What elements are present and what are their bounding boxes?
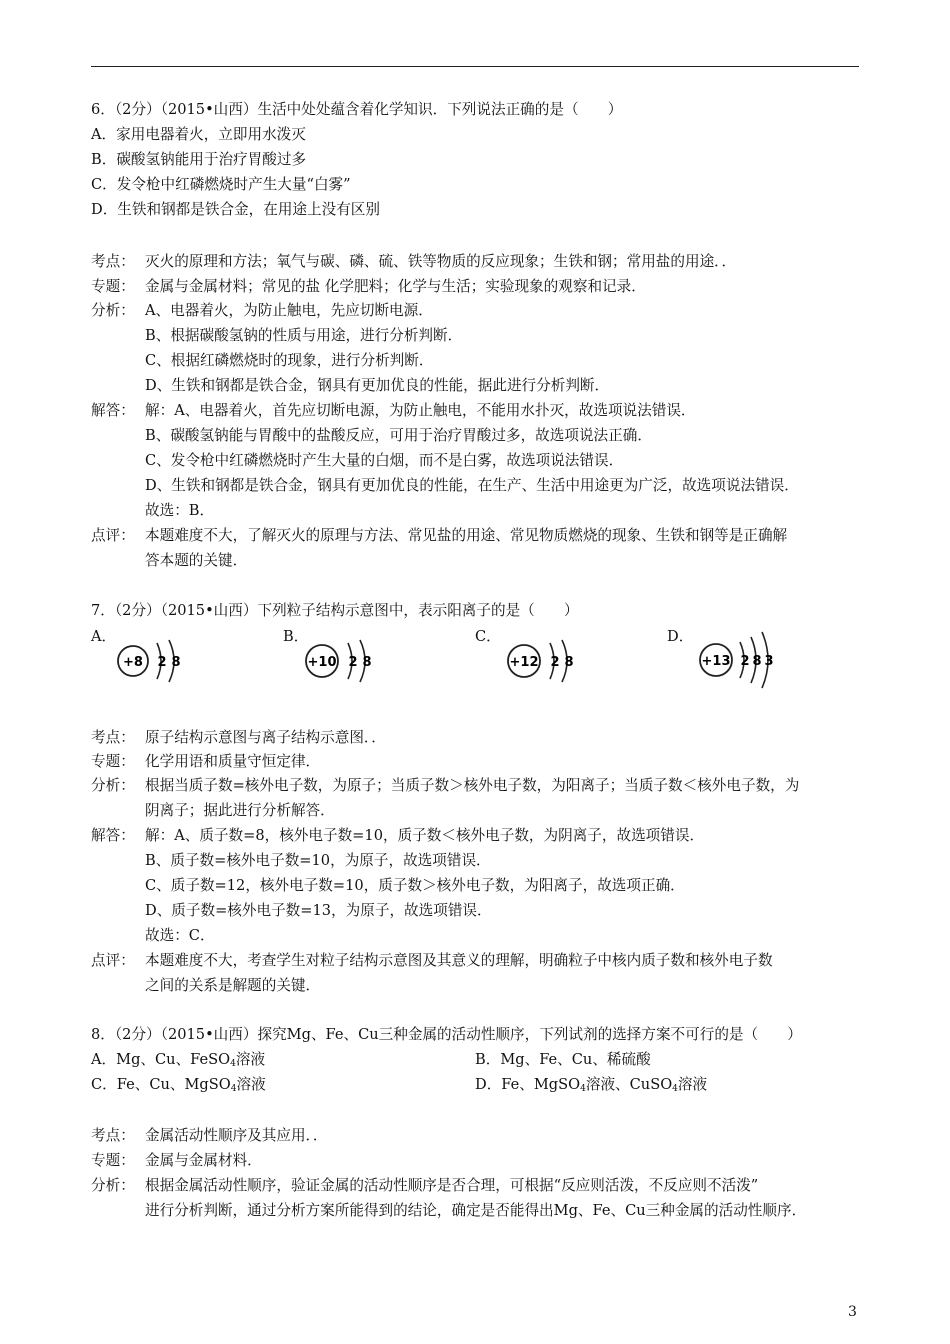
q7-dianping-label: 点评： bbox=[91, 952, 135, 969]
q7-fenxi-line: 根据当质子数=核外电子数，为原子；当质子数＞核外电子数，为阳离子；当质子数＜核外电子数，为 bbox=[145, 777, 800, 794]
q8-zhuanti: 金属与金属材料． bbox=[145, 1152, 262, 1169]
q8-option-b: B．Mg、Fe、Cu、稀硫酸 bbox=[475, 1051, 651, 1068]
q7-dianping-line: 本题难度不大，考查学生对粒子结构示意图及其意义的理解，明确粒子中核内质子数和核外电子数 bbox=[145, 952, 773, 969]
q6-jieda-label: 解答： bbox=[91, 402, 135, 419]
q7-fenxi-label: 分析： bbox=[91, 777, 135, 794]
q7-c-shell-2: 8 bbox=[564, 655, 574, 670]
q6-fenxi-label: 分析： bbox=[91, 302, 135, 319]
q7-a-shell-2: 8 bbox=[171, 655, 181, 670]
q7-option-c-diagram bbox=[502, 628, 592, 698]
q7-c-shell-1: 2 bbox=[550, 655, 560, 670]
q8-kaodian-label: 考点： bbox=[91, 1127, 135, 1144]
q7-jieda-label: 解答： bbox=[91, 827, 135, 844]
q8-fenxi-line: 根据金属活动性顺序，验证金属的活动性顺序是否合理，可根据“反应则活泼，不反应则不活泼” bbox=[145, 1177, 759, 1194]
q7-jieda-line: C、质子数=12，核外电子数=10，质子数＞核外电子数，为阳离子，故选项正确． bbox=[145, 877, 685, 894]
q6-dianping-line: 答本题的关键． bbox=[145, 552, 248, 569]
q6-kaodian-label: 考点： bbox=[91, 253, 135, 270]
q6-jieda-line: 故选：B． bbox=[145, 502, 215, 519]
q6-jieda-line: C、发令枪中红磷燃烧时产生大量的白烟，而不是白雾，故选项说法错误． bbox=[145, 452, 624, 469]
q7-zhuanti-label: 专题： bbox=[91, 753, 135, 770]
q7-jieda-line: D、质子数=核外电子数=13，为原子，故选项错误． bbox=[145, 902, 492, 919]
q7-a-shell-1: 2 bbox=[157, 655, 167, 670]
q7-b-nucleus: +10 bbox=[307, 655, 337, 670]
q6-option-c: C．发令枪中红磷燃烧时产生大量“白雾” bbox=[91, 176, 351, 193]
q7-b-shell-2: 8 bbox=[362, 655, 372, 670]
q7-option-d-label: D． bbox=[667, 628, 694, 645]
q8-kaodian: 金属活动性顺序及其应用．． bbox=[145, 1127, 328, 1144]
q7-option-a-diagram bbox=[113, 628, 203, 698]
q6-stem: 6．（2分）（2015•山西）生活中处处蕴含着化学知识．下列说法正确的是（ ） bbox=[91, 101, 623, 118]
q7-option-a-label: A． bbox=[91, 628, 117, 645]
q7-jieda-line: B、质子数=核外电子数=10，为原子，故选项错误． bbox=[145, 852, 491, 869]
header-rule bbox=[91, 66, 859, 67]
q7-d-shell-3: 3 bbox=[764, 654, 774, 669]
q7-option-b-diagram bbox=[300, 628, 390, 698]
q7-jieda-line: 解：A、质子数=8，核外电子数=10，质子数＜核外电子数，为阴离子，故选项错误． bbox=[145, 827, 705, 844]
q6-zhuanti: 金属与金属材料；常见的盐 化学肥料；化学与生活；实验现象的观察和记录． bbox=[145, 278, 646, 295]
q7-d-nucleus: +13 bbox=[701, 654, 731, 669]
q6-jieda-line: B、碳酸氢钠能与胃酸中的盐酸反应，可用于治疗胃酸过多，故选项说法正确． bbox=[145, 427, 652, 444]
q6-jieda-line: D、生铁和钢都是铁合金，钢具有更加优良的性能，在生产、生活中用途更为广泛，故选项说法错误． bbox=[145, 477, 799, 494]
q7-option-d-diagram bbox=[694, 622, 804, 702]
q6-dianping-line: 本题难度不大，了解灭火的原理与方法、常见盐的用途、常见物质燃烧的现象、生铁和钢等是正确解 bbox=[145, 527, 788, 544]
q7-kaodian: 原子结构示意图与离子结构示意图．． bbox=[145, 729, 386, 746]
q6-jieda-line: 解：A、电器着火，首先应切断电源，为防止触电，不能用水扑灭，故选项说法错误． bbox=[145, 402, 696, 419]
q7-option-c-label: C． bbox=[475, 628, 501, 645]
q8-option-a: A．Mg、Cu、FeSO$_4$溶液 bbox=[91, 1051, 266, 1069]
page-number: 3 bbox=[848, 1304, 857, 1320]
q7-c-nucleus: +12 bbox=[509, 655, 539, 670]
q6-fenxi-line: D、生铁和钢都是铁合金，钢具有更加优良的性能，据此进行分析判断． bbox=[145, 377, 610, 394]
q8-fenxi-label: 分析： bbox=[91, 1177, 135, 1194]
q8-option-d: D．Fe、MgSO$_4$溶液、CuSO$_4$溶液 bbox=[475, 1076, 708, 1094]
q7-a-nucleus: +8 bbox=[123, 655, 143, 670]
q7-b-shell-1: 2 bbox=[348, 655, 358, 670]
q7-zhuanti: 化学用语和质量守恒定律． bbox=[145, 753, 321, 770]
q8-fenxi-line: 进行分析判断，通过分析方案所能得到的结论，确定是否能得出Mg、Fe、Cu三种金属的活动性顺序． bbox=[145, 1202, 807, 1219]
q7-d-shell-1: 2 bbox=[740, 654, 750, 669]
q8-zhuanti-label: 专题： bbox=[91, 1152, 135, 1169]
q8-stem: 8．（2分）（2015•山西）探究Mg、Fe、Cu三种金属的活动性顺序，下列试剂的选择方案不可行的是（ ） bbox=[91, 1026, 802, 1043]
q6-option-a: A．家用电器着火，立即用水泼灭 bbox=[91, 126, 306, 143]
q6-fenxi-line: C、根据红磷燃烧时的现象，进行分析判断． bbox=[145, 352, 434, 369]
q7-kaodian-label: 考点： bbox=[91, 729, 135, 746]
q6-fenxi-line: B、根据碳酸氢钠的性质与用途，进行分析判断． bbox=[145, 327, 463, 344]
q6-dianping-label: 点评： bbox=[91, 527, 135, 544]
q6-option-d: D．生铁和钢都是铁合金，在用途上没有区别 bbox=[91, 201, 380, 218]
q7-d-shell-2: 8 bbox=[752, 654, 762, 669]
q7-dianping-line: 之间的关系是解题的关键． bbox=[145, 977, 321, 994]
q7-jieda-line: 故选：C． bbox=[145, 927, 215, 944]
q6-fenxi-line: A、电器着火，为防止触电，先应切断电源． bbox=[145, 302, 433, 319]
q6-option-b: B．碳酸氢钠能用于治疗胃酸过多 bbox=[91, 151, 307, 168]
q7-fenxi-line: 阴离子；据此进行分析解答． bbox=[145, 802, 335, 819]
q7-option-b-label: B． bbox=[283, 628, 309, 645]
q7-stem: 7．（2分）（2015•山西）下列粒子结构示意图中，表示阳离子的是（ ） bbox=[91, 602, 579, 619]
q8-option-c: C．Fe、Cu、MgSO$_4$溶液 bbox=[91, 1076, 266, 1094]
q6-kaodian: 灭火的原理和方法；氧气与碳、磷、硫、铁等物质的反应现象；生铁和钢；常用盐的用途．． bbox=[145, 253, 737, 270]
q6-zhuanti-label: 专题： bbox=[91, 278, 135, 295]
